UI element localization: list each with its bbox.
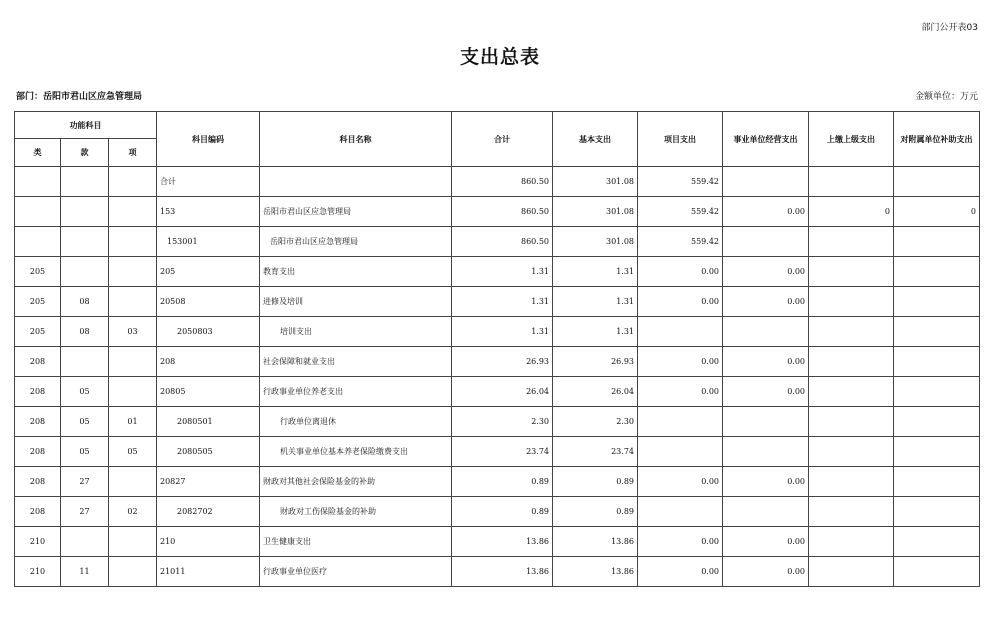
cell-project: 559.42 [638,197,723,227]
cell-name: 财政对其他社会保险基金的补助 [260,467,452,497]
cell-name: 教育支出 [260,257,452,287]
cell-total: 13.86 [452,557,553,587]
cell-business: 0.00 [723,347,809,377]
cell-subsidy [894,527,980,557]
expenditure-table [14,111,980,587]
cell-upper [809,407,894,437]
header-total: 合计 [452,112,553,167]
cell-business: 0.00 [723,557,809,587]
cell-subsidy [894,227,980,257]
cell-name: 行政事业单位医疗 [260,557,452,587]
header-upper: 上缴上级支出 [809,112,894,167]
cell-name: 培训支出 [260,317,452,347]
cell-subsidy [894,467,980,497]
cell-kuan: 11 [61,557,109,587]
cell-xiang [109,557,157,587]
cell-business [723,437,809,467]
cell-code: 合计 [157,167,260,197]
cell-code: 21011 [157,557,260,587]
cell-total: 860.50 [452,197,553,227]
table-row [15,527,980,557]
cell-lei: 205 [15,257,61,287]
cell-code: 20805 [157,377,260,407]
table-row [15,347,980,377]
cell-lei: 205 [15,287,61,317]
cell-project [638,317,723,347]
cell-name [260,167,452,197]
cell-business [723,227,809,257]
table-row [15,407,980,437]
cell-xiang: 03 [109,317,157,347]
cell-basic: 2.30 [553,407,638,437]
cell-business: 0.00 [723,377,809,407]
cell-project: 0.00 [638,377,723,407]
cell-business [723,407,809,437]
header-business: 事业单位经营支出 [723,112,809,167]
cell-total: 1.31 [452,257,553,287]
table-row [15,557,980,587]
cell-code: 20508 [157,287,260,317]
cell-basic: 0.89 [553,467,638,497]
cell-basic: 301.08 [553,197,638,227]
cell-xiang [109,197,157,227]
table-row [15,377,980,407]
header-func-subject: 功能科目 [15,112,157,139]
header-kuan: 款 [61,139,109,167]
cell-total: 2.30 [452,407,553,437]
cell-name: 机关事业单位基本养老保险缴费支出 [260,437,452,467]
cell-basic: 13.86 [553,527,638,557]
header-basic: 基本支出 [553,112,638,167]
table-row [15,227,980,257]
cell-kuan [61,257,109,287]
cell-kuan: 08 [61,317,109,347]
cell-name: 岳阳市君山区应急管理局 [260,197,452,227]
cell-upper: 0 [809,197,894,227]
cell-upper [809,257,894,287]
cell-lei: 205 [15,317,61,347]
form-number: 部门公开表03 [921,23,978,33]
cell-total: 0.89 [452,497,553,527]
cell-code: 2050803 [157,317,260,347]
cell-total: 1.31 [452,287,553,317]
cell-lei: 208 [15,467,61,497]
cell-name: 岳阳市君山区应急管理局 [260,227,452,257]
cell-xiang: 02 [109,497,157,527]
cell-total: 860.50 [452,167,553,197]
cell-subsidy [894,167,980,197]
cell-business: 0.00 [723,197,809,227]
cell-lei: 210 [15,557,61,587]
cell-basic: 1.31 [553,317,638,347]
header-project: 项目支出 [638,112,723,167]
table-row [15,467,980,497]
cell-project [638,437,723,467]
table-row [15,257,980,287]
cell-upper [809,317,894,347]
cell-project: 559.42 [638,227,723,257]
cell-code: 20827 [157,467,260,497]
cell-code: 2080501 [157,407,260,437]
cell-basic: 26.04 [553,377,638,407]
cell-subsidy [894,437,980,467]
cell-project: 0.00 [638,467,723,497]
cell-project [638,497,723,527]
cell-basic: 23.74 [553,437,638,467]
cell-upper [809,467,894,497]
cell-basic: 301.08 [553,167,638,197]
table-row [15,197,980,227]
cell-code: 153001 [157,227,260,257]
cell-upper [809,497,894,527]
cell-kuan [61,227,109,257]
cell-xiang [109,467,157,497]
cell-xiang: 01 [109,407,157,437]
cell-lei: 208 [15,347,61,377]
cell-xiang [109,227,157,257]
cell-upper [809,347,894,377]
cell-total: 26.93 [452,347,553,377]
header-name: 科目名称 [260,112,452,167]
cell-xiang [109,347,157,377]
cell-subsidy [894,257,980,287]
cell-kuan [61,527,109,557]
cell-total: 23.74 [452,437,553,467]
cell-name: 行政单位离退休 [260,407,452,437]
cell-kuan: 08 [61,287,109,317]
cell-lei [15,197,61,227]
cell-subsidy [894,497,980,527]
header-code: 科目编码 [157,112,260,167]
cell-project: 0.00 [638,257,723,287]
cell-kuan: 05 [61,437,109,467]
cell-subsidy [894,557,980,587]
cell-lei [15,227,61,257]
header-xiang: 项 [109,139,157,167]
cell-project: 0.00 [638,347,723,377]
cell-subsidy: 0 [894,197,980,227]
cell-business [723,317,809,347]
cell-upper [809,557,894,587]
amount-unit-label: 金额单位：万元 [914,92,978,102]
cell-code: 208 [157,347,260,377]
cell-upper [809,527,894,557]
cell-upper [809,287,894,317]
header-subsidy: 对附属单位补助支出 [894,112,980,167]
cell-name: 社会保障和就业支出 [260,347,452,377]
cell-total: 1.31 [452,317,553,347]
cell-name: 进修及培训 [260,287,452,317]
cell-code: 2080505 [157,437,260,467]
cell-business [723,167,809,197]
header-lei: 类 [15,139,61,167]
cell-upper [809,377,894,407]
cell-xiang [109,167,157,197]
cell-project [638,407,723,437]
cell-lei [15,167,61,197]
cell-lei: 210 [15,527,61,557]
cell-subsidy [894,377,980,407]
cell-business [723,497,809,527]
cell-xiang [109,287,157,317]
table-row [15,317,980,347]
cell-kuan: 05 [61,377,109,407]
cell-business: 0.00 [723,467,809,497]
cell-code: 210 [157,527,260,557]
cell-xiang [109,257,157,287]
cell-kuan: 05 [61,407,109,437]
cell-lei: 208 [15,407,61,437]
cell-kuan: 27 [61,497,109,527]
cell-total: 13.86 [452,527,553,557]
cell-project: 0.00 [638,527,723,557]
cell-project: 559.42 [638,167,723,197]
cell-business: 0.00 [723,527,809,557]
cell-project: 0.00 [638,557,723,587]
cell-name: 行政事业单位养老支出 [260,377,452,407]
cell-total: 860.50 [452,227,553,257]
cell-lei: 208 [15,437,61,467]
table-row [15,287,980,317]
cell-kuan [61,197,109,227]
cell-basic: 26.93 [553,347,638,377]
cell-project: 0.00 [638,287,723,317]
cell-basic: 1.31 [553,287,638,317]
cell-lei: 208 [15,497,61,527]
cell-upper [809,437,894,467]
cell-xiang [109,377,157,407]
cell-upper [809,167,894,197]
cell-xiang: 05 [109,437,157,467]
cell-basic: 1.31 [553,257,638,287]
department-label: 部门：岳阳市君山区应急管理局 [16,92,143,102]
cell-subsidy [894,317,980,347]
cell-lei: 208 [15,377,61,407]
cell-code: 2082702 [157,497,260,527]
table-row [15,497,980,527]
table-row [15,167,980,197]
cell-name: 卫生健康支出 [260,527,452,557]
cell-total: 0.89 [452,467,553,497]
cell-subsidy [894,347,980,377]
cell-business: 0.00 [723,287,809,317]
cell-total: 26.04 [452,377,553,407]
cell-basic: 13.86 [553,557,638,587]
cell-kuan [61,347,109,377]
page-title: 支出总表 [459,46,540,68]
table-row [15,437,980,467]
cell-code: 205 [157,257,260,287]
cell-xiang [109,527,157,557]
cell-subsidy [894,407,980,437]
cell-basic: 0.89 [553,497,638,527]
cell-kuan: 27 [61,467,109,497]
cell-code: 153 [157,197,260,227]
cell-business: 0.00 [723,257,809,287]
cell-kuan [61,167,109,197]
cell-name: 财政对工伤保险基金的补助 [260,497,452,527]
cell-subsidy [894,287,980,317]
cell-upper [809,227,894,257]
cell-basic: 301.08 [553,227,638,257]
